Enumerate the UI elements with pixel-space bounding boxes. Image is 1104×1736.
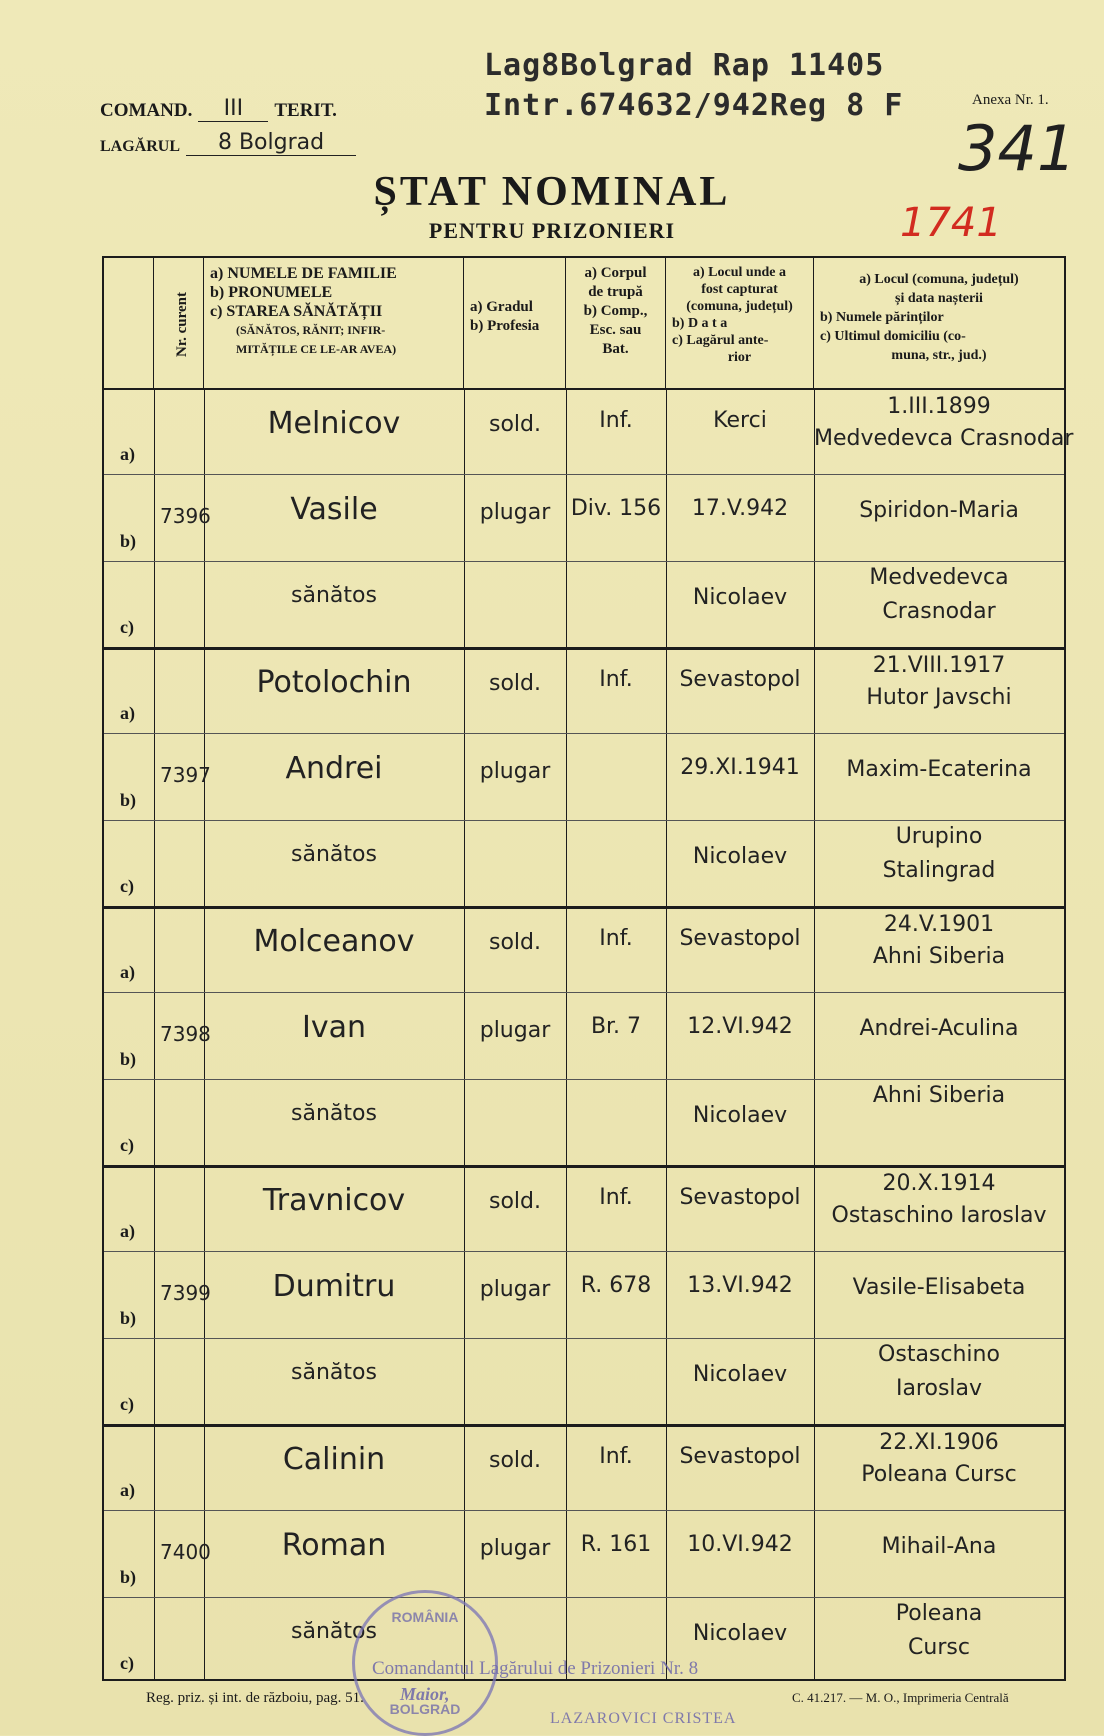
header-cell-grade: a) Gradul b) Profesia [464, 258, 566, 388]
header-cell-nastere: a) Locul (comuna, județul) și data nașterii b) Numele părinților c) Ultimul domiciliu (co- muna, str., jud.) [820, 272, 1019, 363]
rank: sold. [489, 671, 541, 696]
parents: Maxim-Ecaterina [846, 757, 1032, 783]
health-status: sănătos [291, 582, 377, 608]
header-nr-curent: Nr. curent [173, 291, 190, 357]
birth-place: Hutor Javschi [866, 685, 1012, 710]
capture-date: 17.V.942 [691, 496, 789, 522]
first-name: Andrei [285, 751, 383, 787]
row-divider [104, 1338, 1064, 1339]
row-label: c) [120, 1135, 134, 1155]
row-divider [104, 561, 1064, 562]
registry-stamp [484, 46, 903, 126]
page-number: 341 [958, 112, 1077, 185]
first-name: Roman [281, 1528, 387, 1564]
lagarul-label: LAGĂRUL [100, 138, 181, 155]
row-label: a) [120, 703, 135, 724]
parents: Andrei-Aculina [859, 1016, 1019, 1042]
previous-camp: Nicolaev [692, 584, 788, 610]
prisoner-table [102, 256, 1074, 1681]
last-domicile-2: Iaroslav [895, 1375, 983, 1401]
health-status: sănătos [291, 841, 377, 867]
prisoner-number: 7400 [160, 1540, 211, 1565]
signature-title: Maior, [400, 1684, 450, 1704]
birth-place: Medvedevca Crasnodar [814, 426, 1074, 451]
rank: sold. [489, 1448, 541, 1473]
first-name: Vasile [290, 492, 378, 528]
round-seal-stamp: ROMÂNIA BOLGRAD [352, 1590, 498, 1736]
group-divider [104, 647, 1064, 650]
capture-place: Sevastopol [679, 1185, 801, 1210]
company: Br. 7 [590, 1014, 642, 1040]
birth-place: Ahni Siberia [872, 944, 1006, 969]
page-subtitle: PENTRU PRIZONIERI [428, 218, 676, 243]
header-divider [104, 388, 1064, 390]
company: R. 678 [580, 1273, 652, 1299]
row-label: b) [120, 1048, 137, 1069]
row-label: a) [120, 962, 135, 983]
capture-place: Kerci [713, 408, 767, 433]
previous-camp: Nicolaev [692, 1102, 788, 1128]
row-label: c) [120, 1653, 134, 1673]
row-divider [104, 1079, 1064, 1080]
row-divider [104, 1510, 1064, 1511]
header-cell-locul: a) Locul unde a fost capturat (comuna, județul) b) D a t a c) Lagărul ante- rior [666, 258, 814, 388]
profession: plugar [479, 1018, 551, 1044]
birth-date: 20.X.1914 [882, 1171, 996, 1196]
row-divider [104, 820, 1064, 821]
row-label: a) [120, 1480, 135, 1501]
health-status: sănătos [291, 1100, 377, 1126]
parents: Mihail-Ana [881, 1534, 997, 1560]
capture-date: 10.VI.942 [687, 1532, 793, 1558]
officer-name: LAZAROVICI CRISTEA [550, 1710, 737, 1727]
birth-date: 22.XI.1906 [879, 1430, 999, 1455]
last-domicile-2: Cursc [908, 1634, 970, 1660]
birth-place: Ostaschino Iaroslav [831, 1203, 1047, 1228]
row-label: b) [120, 1307, 137, 1328]
row-divider [104, 992, 1064, 993]
birth-place: Poleana Cursc [861, 1462, 1017, 1487]
row-label: b) [120, 1566, 137, 1587]
first-name: Dumitru [272, 1269, 396, 1305]
profession: plugar [479, 1277, 551, 1303]
row-label: b) [120, 530, 137, 551]
command-stamp: Comandantul Lagărului de Prizonieri Nr. 8 [372, 1658, 699, 1679]
footer-reference: Reg. priz. și int. de războiu, pag. 51. [146, 1690, 364, 1706]
comand-label: COMAND. [100, 100, 193, 121]
header-left [100, 88, 362, 156]
row-label: c) [120, 876, 134, 896]
last-domicile-2: Stalingrad [882, 857, 996, 883]
registry-stamp-line1: Lag8Bolgrad Rap 11405 [484, 48, 885, 83]
row-divider [104, 1251, 1064, 1252]
company: R. 161 [580, 1532, 652, 1558]
capture-date: 12.VI.942 [687, 1014, 793, 1040]
parents: Vasile-Elisabeta [852, 1275, 1026, 1301]
page-title: ȘTAT NOMINAL [373, 169, 731, 215]
group-divider [104, 906, 1064, 909]
prisoner-number: 7396 [160, 504, 211, 529]
family-name: Calinin [282, 1442, 386, 1477]
last-domicile-1: Ahni Siberia [872, 1082, 1006, 1108]
company: Div. 156 [570, 496, 662, 522]
column-divider [154, 388, 155, 1679]
terit-label: TERIT. [274, 100, 337, 121]
family-name: Melnicov [267, 406, 401, 441]
capture-date: 29.XI.1941 [680, 755, 800, 781]
parents: Spiridon-Maria [859, 498, 1019, 524]
row-divider [104, 1597, 1064, 1598]
last-domicile-1: Urupino [895, 823, 983, 849]
header-cell-name: a) NUMELE DE FAMILIE b) PRONUMELE c) STAREA SĂNĂTĂȚII (SĂNĂTOS, RĂNIT; INFIR- MITĂȚILE CE LE-AR AVEA) [204, 258, 464, 388]
family-name: Travnicov [262, 1183, 406, 1218]
first-name: Ivan [302, 1010, 366, 1046]
group-divider [104, 1165, 1064, 1168]
row-label: b) [120, 789, 137, 810]
row-label: c) [120, 1394, 134, 1414]
capture-place: Sevastopol [679, 926, 801, 951]
profession: plugar [479, 759, 551, 785]
lagarul-value: 8 Bolgrad [186, 130, 356, 156]
prisoner-number: 7399 [160, 1281, 211, 1306]
last-domicile-2: Crasnodar [882, 598, 996, 624]
header-cell-corp: a) Corpul de trupă b) Comp., Esc. sau Bat. [566, 258, 666, 388]
rank: sold. [489, 1189, 541, 1214]
row-divider [104, 733, 1064, 734]
last-domicile-1: Poleana [895, 1600, 983, 1626]
rank: sold. [489, 412, 541, 437]
family-name: Potolochin [256, 665, 412, 700]
group-divider [104, 1424, 1064, 1427]
birth-date: 1.III.1899 [887, 394, 991, 419]
footer-printer: C. 41.217. — M. O., Imprimeria Centrală [792, 1690, 1009, 1705]
row-label: a) [120, 1221, 135, 1242]
comand-value: III [198, 96, 268, 122]
capture-place: Sevastopol [679, 1444, 801, 1469]
previous-camp: Nicolaev [692, 1361, 788, 1387]
corps: Inf. [599, 1185, 633, 1210]
corps: Inf. [599, 926, 633, 951]
row-label: c) [120, 617, 134, 637]
family-name: Molceanov [253, 924, 415, 959]
header-cell-label [104, 258, 154, 388]
capture-date: 13.VI.942 [687, 1273, 793, 1299]
profession: plugar [479, 500, 551, 526]
corps: Inf. [599, 1444, 633, 1469]
corps: Inf. [599, 408, 633, 433]
red-number: 1741 [900, 200, 1002, 246]
row-divider [104, 474, 1064, 475]
birth-date: 21.VIII.1917 [872, 653, 1006, 678]
anexa-label: Anexa Nr. 1. [972, 92, 1049, 108]
prisoner-number: 7398 [160, 1022, 211, 1047]
last-domicile-1: Ostaschino [878, 1341, 1000, 1367]
health-status: sănătos [291, 1359, 377, 1385]
health-status: sănătos [291, 1618, 377, 1644]
previous-camp: Nicolaev [692, 1620, 788, 1646]
capture-place: Sevastopol [679, 667, 801, 692]
last-domicile-1: Medvedevca [869, 564, 1009, 590]
row-label: a) [120, 444, 135, 465]
prisoner-number: 7397 [160, 763, 211, 788]
previous-camp: Nicolaev [692, 843, 788, 869]
corps: Inf. [599, 667, 633, 692]
rank: sold. [489, 930, 541, 955]
profession: plugar [479, 1536, 551, 1562]
birth-date: 24.V.1901 [883, 912, 995, 937]
registry-stamp-line2: Intr.674632/942Reg 8 F [484, 88, 904, 123]
